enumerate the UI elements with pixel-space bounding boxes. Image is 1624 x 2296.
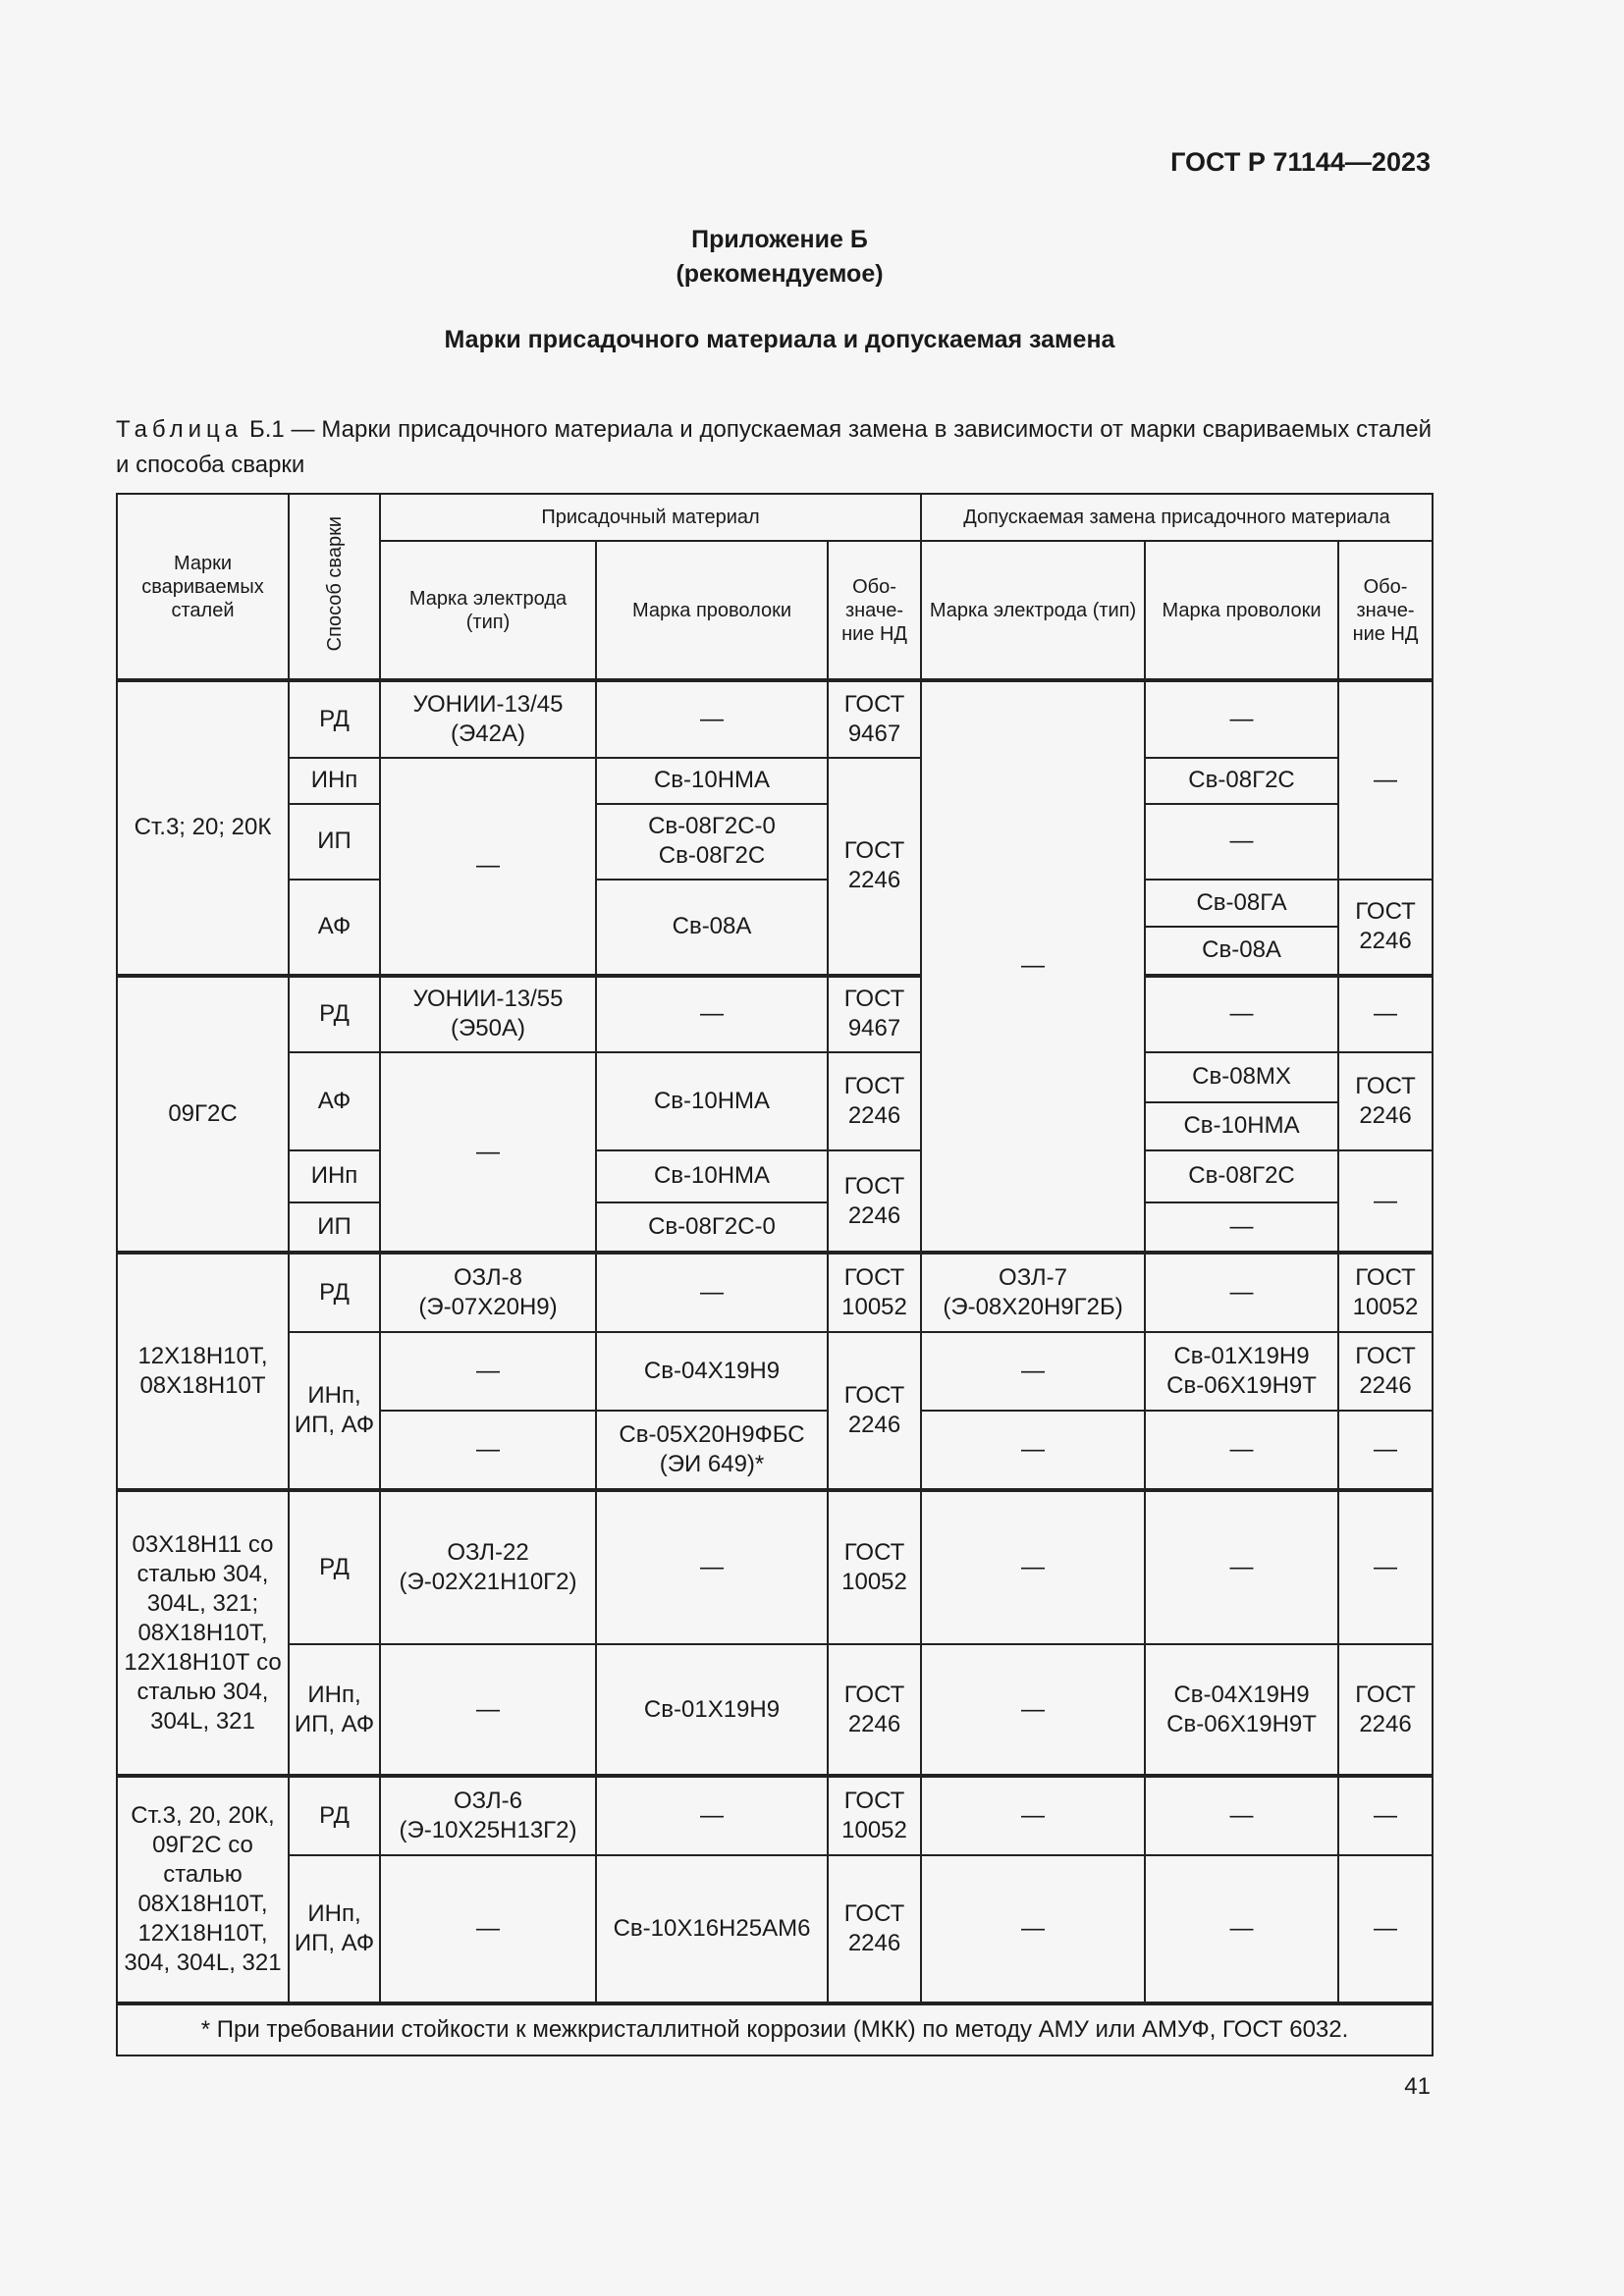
table-cell: ГОСТ 2246 (828, 1332, 921, 1490)
table-cell: Св-08Г2С (1145, 1150, 1338, 1201)
table-cell: — (596, 1490, 828, 1644)
table-cell: ГОСТ 10052 (828, 1776, 921, 1855)
table-cell: 09Г2С (117, 976, 289, 1253)
table-cell: ОЗЛ-6 (Э-10Х25Н13Г2) (380, 1776, 596, 1855)
table-cell: Ст.3; 20; 20К (117, 680, 289, 976)
table-cell: ГОСТ 2246 (1338, 880, 1433, 976)
table-cell: Св-08Г2С-0 Св-08Г2С (596, 804, 828, 880)
table-cell: — (1338, 1150, 1433, 1253)
table-cell: Св-08А (1145, 927, 1338, 975)
table-cell: — (921, 1490, 1145, 1644)
table-cell: ГОСТ 2246 (1338, 1644, 1433, 1776)
table-cell: — (1145, 1490, 1338, 1644)
table-cell: ГОСТ 2246 (828, 1052, 921, 1150)
table-cell: 12Х18Н10Т, 08Х18Н10Т (117, 1253, 289, 1490)
table-cell: Св-10НМА (596, 758, 828, 804)
table-row (117, 976, 1433, 1053)
table-cell: ГОСТ 2246 (828, 758, 921, 976)
table-row (117, 1776, 1433, 1855)
table-cell: ГОСТ 9467 (828, 680, 921, 758)
table-cell: — (921, 1411, 1145, 1490)
header-replacement-group: Допускаемая замена присадочного материала (921, 494, 1433, 541)
table-row (117, 1855, 1433, 2003)
table-cell: ГОСТ 2246 (828, 1644, 921, 1776)
appendix-heading: Марки присадочного материала и допускаемая замена (444, 326, 1115, 353)
table-cell: — (596, 1776, 828, 1855)
table-cell: ГОСТ 2246 (1338, 1332, 1433, 1412)
table-cell: ГОСТ 10052 (1338, 1253, 1433, 1332)
table-row (117, 758, 1433, 804)
table-cell: ИНп (289, 758, 380, 804)
table-cell: — (380, 1052, 596, 1253)
table-cell: Св-10НМА (596, 1052, 828, 1150)
table-cell: РД (289, 1490, 380, 1644)
table-cell: — (380, 1332, 596, 1412)
table-cell: ГОСТ 2246 (828, 1150, 921, 1253)
page-number: 41 (1404, 2073, 1431, 2100)
header-rep-electrode: Марка электрода (тип) (921, 541, 1145, 680)
table-cell: Св-04Х19Н9 (596, 1332, 828, 1412)
table-row (117, 1052, 1433, 1101)
table-row (117, 1332, 1433, 1412)
header-filler-group: Присадочный материал (380, 494, 921, 541)
table-cell: — (380, 1411, 596, 1490)
table-row (117, 680, 1433, 758)
table-cell: — (921, 680, 1145, 1253)
table-cell: Св-08А (596, 880, 828, 976)
table-cell: — (921, 1644, 1145, 1776)
table-cell: ИП (289, 1202, 380, 1253)
table-cell: — (921, 1332, 1145, 1412)
header-steel: Марки свариваемых сталей (117, 494, 289, 680)
table-cell: Св-08Г2С (1145, 758, 1338, 804)
header-rep-nd: Обо-значе-ние НД (1338, 541, 1433, 680)
document-code: ГОСТ Р 71144—2023 (1170, 147, 1431, 177)
table-cell: 03Х18Н11 со сталью 304, 304L, 321; 08Х18Н10Т, 12Х18Н10Т со сталью 304, 304L, 321 (117, 1490, 289, 1776)
table-cell: ОЗЛ-22 (Э-02Х21Н10Г2) (380, 1490, 596, 1644)
table-cell: Св-04Х19Н9 Св-06Х19Н9Т (1145, 1644, 1338, 1776)
table-cell: — (380, 1644, 596, 1776)
table-cell: РД (289, 1776, 380, 1855)
table-cell: Св-10НМА (596, 1150, 828, 1201)
table-cell: ИНп, ИП, АФ (289, 1332, 380, 1490)
table-row (117, 880, 1433, 927)
appendix-subtitle: (рекомендуемое) (676, 260, 884, 288)
footnote: * При требовании стойкости к межкристаллитной коррозии (МКК) по методу АМУ или АМУФ, ГОСТ 6032. (117, 2003, 1433, 2056)
table-cell: Св-01Х19Н9 Св-06Х19Н9Т (1145, 1332, 1338, 1412)
header-nd: Обо-значе-ние НД (828, 541, 921, 680)
table-cell: — (1338, 1855, 1433, 2003)
table-cell: АФ (289, 1052, 380, 1150)
table-caption (116, 412, 1432, 483)
table-cell: ИНп, ИП, АФ (289, 1855, 380, 2003)
table-cell: — (1145, 976, 1338, 1053)
appendix-title: Приложение Б (691, 226, 868, 253)
table-cell: ГОСТ 2246 (828, 1855, 921, 2003)
table-cell: АФ (289, 880, 380, 976)
header-electrode: Марка электрода (тип) (380, 541, 596, 680)
table-cell: ИНп, ИП, АФ (289, 1644, 380, 1776)
table-row (117, 804, 1433, 880)
table-cell: Ст.3, 20, 20К, 09Г2С со сталью 08Х18Н10Т, 12Х18Н10Т, 304, 304L, 321 (117, 1776, 289, 2003)
table-row (117, 1202, 1433, 1253)
table-cell: — (1338, 1411, 1433, 1490)
table-footnote-row (117, 2003, 1433, 2056)
filler-table (116, 493, 1434, 2056)
table-cell: — (921, 1776, 1145, 1855)
table-cell: Св-08ГА (1145, 880, 1338, 927)
table-cell: РД (289, 1253, 380, 1332)
table-cell: — (596, 1253, 828, 1332)
table-cell: — (1145, 680, 1338, 758)
table-cell: ГОСТ 10052 (828, 1490, 921, 1644)
caption-prefix: Таблица (116, 416, 244, 443)
table-cell: РД (289, 680, 380, 758)
header-method (289, 494, 380, 680)
table-row (117, 1490, 1433, 1644)
table-cell: ОЗЛ-8 (Э-07Х20Н9) (380, 1253, 596, 1332)
table-cell: ИНп (289, 1150, 380, 1201)
table-row (117, 1644, 1433, 1776)
caption-text: Б.1 — Марки присадочного материала и допускаемая замена в зависимости от марки свариваемых сталей и способа сварки (116, 416, 1432, 478)
table-cell: Св-08МХ (1145, 1052, 1338, 1101)
table-cell: — (921, 1855, 1145, 2003)
table-cell: Св-08Г2С-0 (596, 1202, 828, 1253)
table-cell: — (1145, 1855, 1338, 2003)
table-cell: ОЗЛ-7 (Э-08Х20Н9Г2Б) (921, 1253, 1145, 1332)
table-cell: — (1145, 1202, 1338, 1253)
table-cell: Св-10Х16Н25АМ6 (596, 1855, 828, 2003)
header-method-label: Способ сварки (323, 515, 346, 652)
table-cell: — (1338, 1490, 1433, 1644)
table-cell: — (380, 758, 596, 976)
table-cell: ИП (289, 804, 380, 880)
table-row (117, 1150, 1433, 1201)
table-cell: — (596, 680, 828, 758)
table-cell: УОНИИ-13/55 (Э50А) (380, 976, 596, 1053)
table-cell: Св-10НМА (1145, 1102, 1338, 1150)
table-cell: — (1145, 1776, 1338, 1855)
table-cell: — (1145, 804, 1338, 880)
table-cell: ГОСТ 10052 (828, 1253, 921, 1332)
table-cell: УОНИИ-13/45 (Э42А) (380, 680, 596, 758)
table-cell: — (380, 1855, 596, 2003)
table-row (117, 1253, 1433, 1332)
table-cell: — (1338, 1776, 1433, 1855)
table-cell: — (1145, 1253, 1338, 1332)
table-cell: — (1145, 1411, 1338, 1490)
table-cell: — (1338, 680, 1433, 880)
table-cell: ГОСТ 9467 (828, 976, 921, 1053)
table-cell: Св-05Х20Н9ФБС (ЭИ 649)* (596, 1411, 828, 1490)
table-cell: Св-01Х19Н9 (596, 1644, 828, 1776)
table-cell: РД (289, 976, 380, 1053)
table-cell: ГОСТ 2246 (1338, 1052, 1433, 1150)
header-rep-wire: Марка проволоки (1145, 541, 1338, 680)
header-wire: Марка проволоки (596, 541, 828, 680)
table-cell: — (1338, 976, 1433, 1053)
table-cell: — (596, 976, 828, 1053)
